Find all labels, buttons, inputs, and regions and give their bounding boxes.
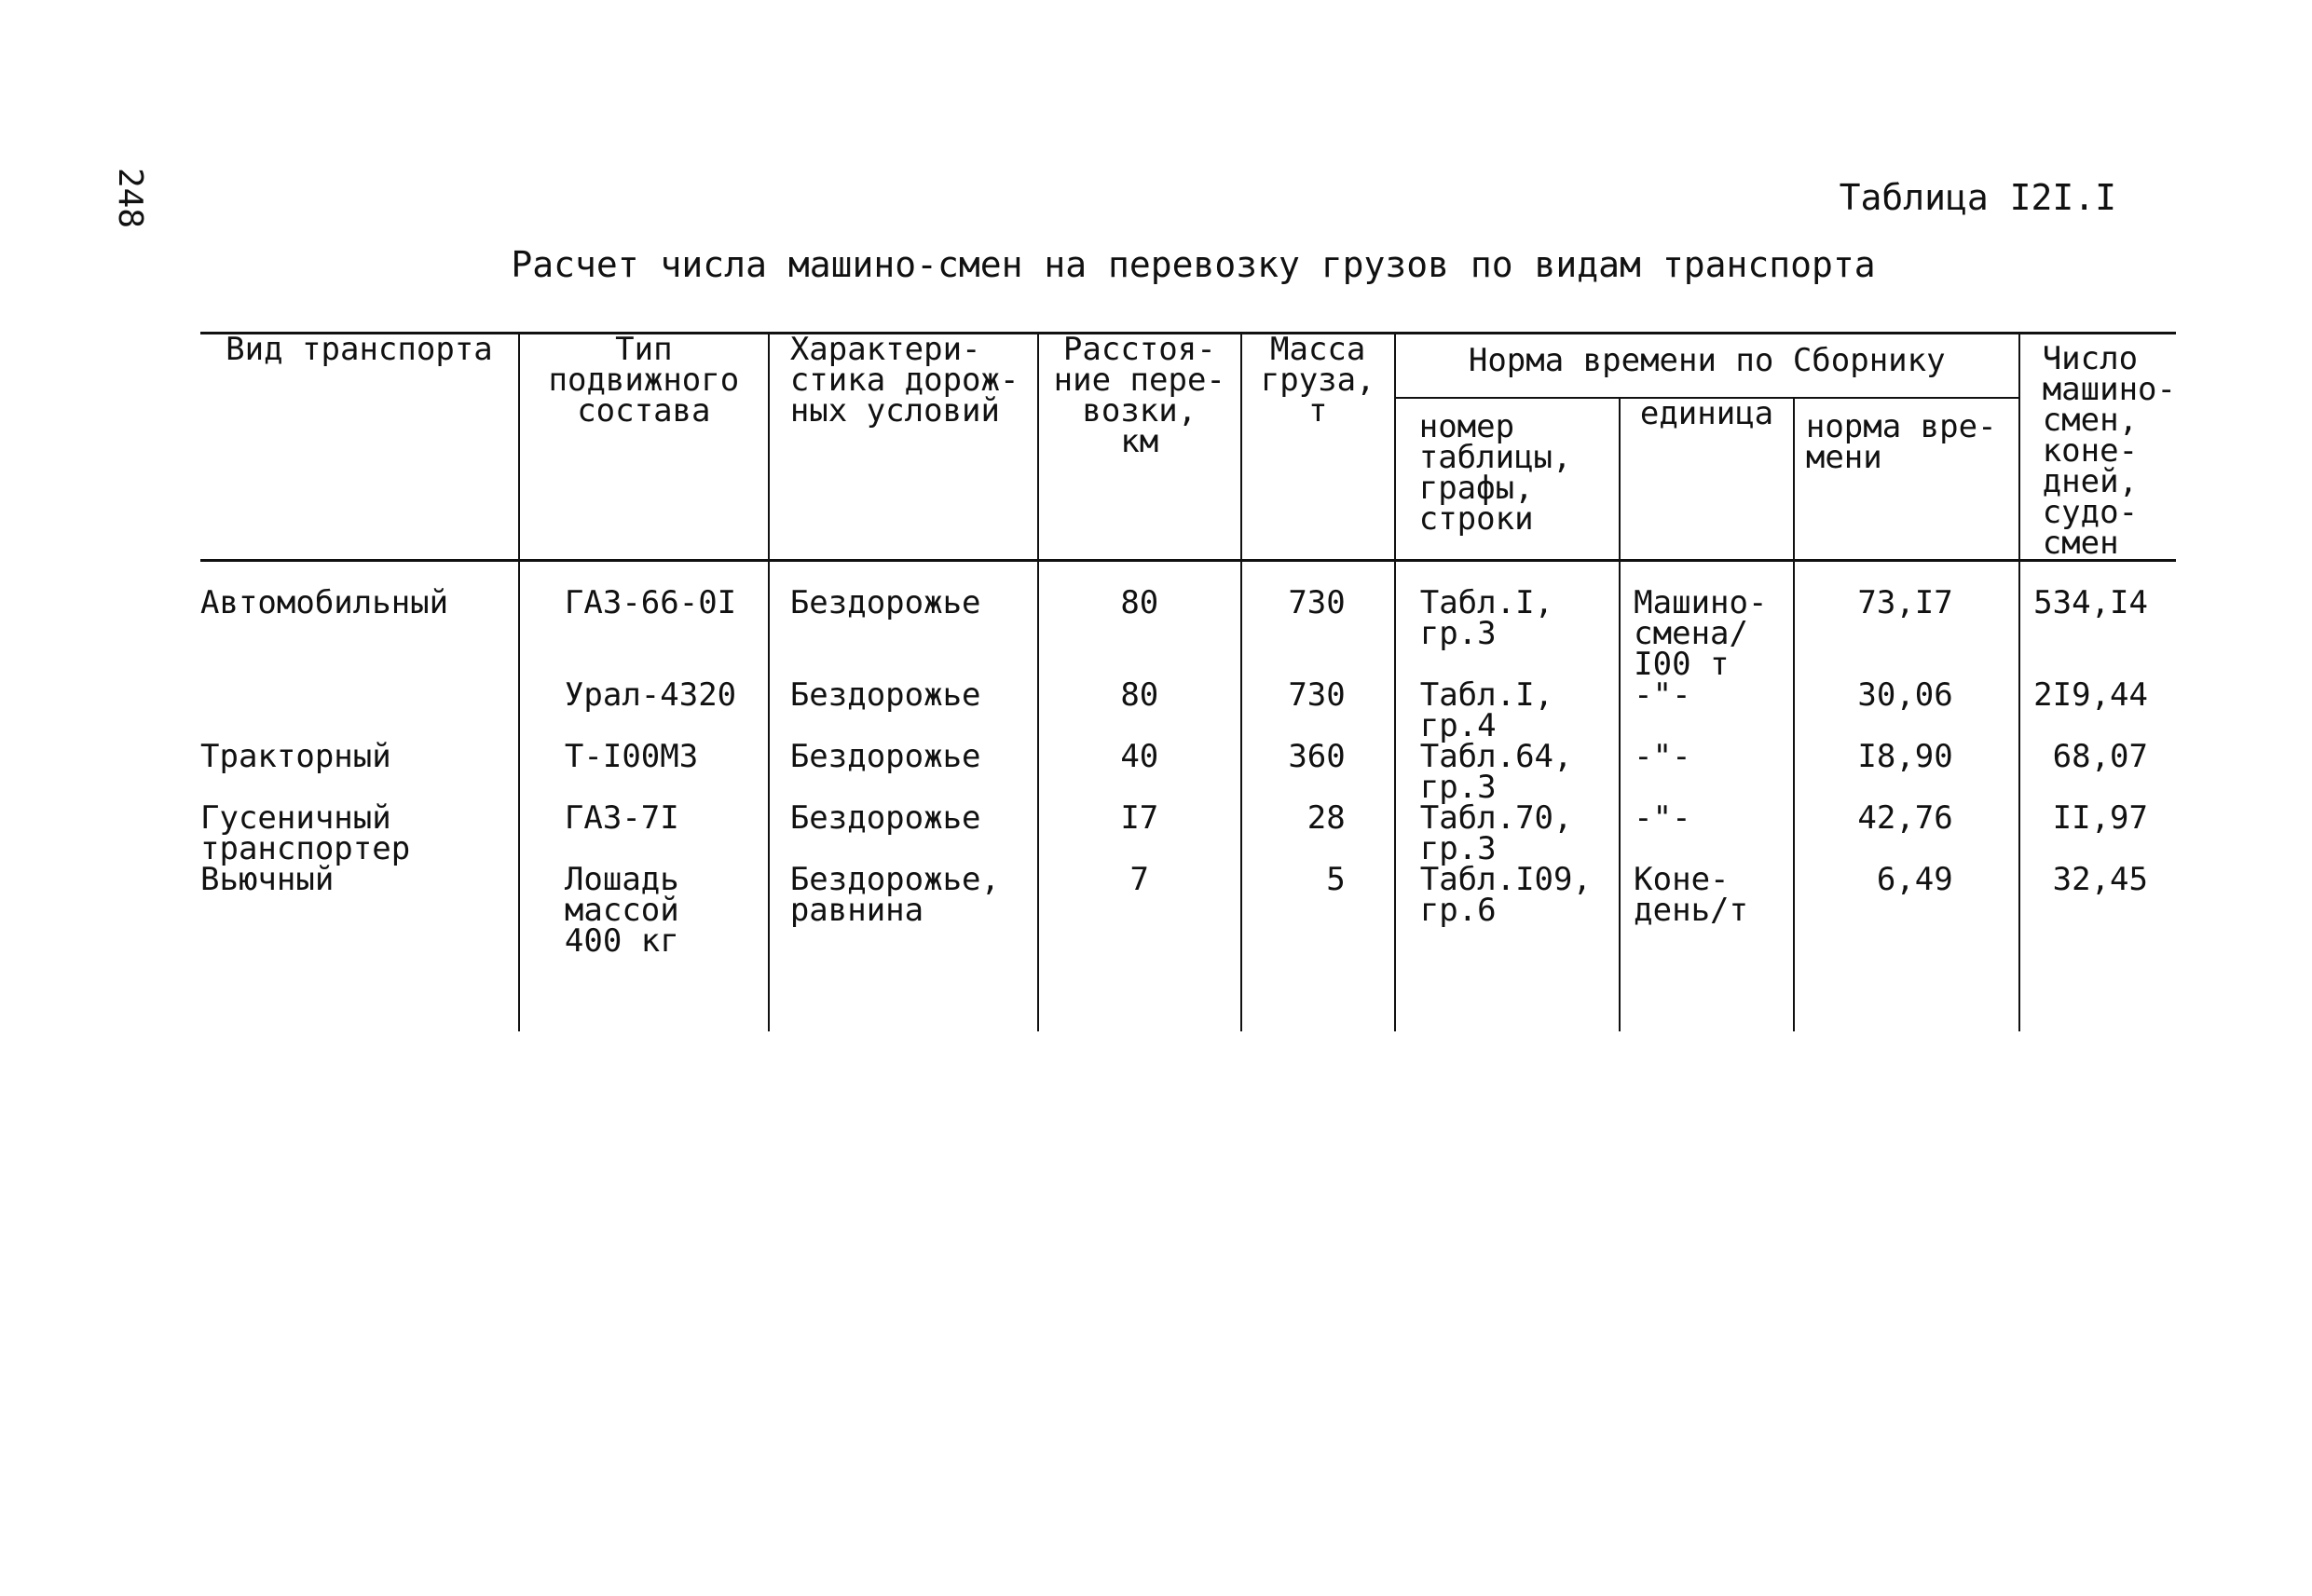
table-label: Таблица I2I.I [1839,177,2116,218]
cell-dist: 40 [1120,738,1159,775]
header-norm-val: норма вре- мени [1794,398,2019,559]
header-type: Тип подвижного состава [519,334,769,560]
cell-unit: -"- [1634,676,1691,714]
cell-char: Бездорожье [789,584,981,621]
table-row [200,742,2176,803]
cell-type: ГАЗ-66-0I [564,584,737,621]
cell-type: Т-I00МЗ [564,738,699,775]
cell-mass: 28 [1306,799,1346,837]
table-row [200,865,2176,1031]
cell-count: 68,07 [2052,738,2148,775]
cell-num: Табл.I, гр.4 [1419,676,1554,744]
cell-dist: 80 [1120,584,1159,621]
cell-num: Табл.I09, гр.6 [1419,861,1592,929]
table-row [200,561,2176,681]
cell-char: Бездорожье, равнина [789,861,1000,929]
cell-num: Табл.70, гр.3 [1419,799,1573,867]
header-vid: Вид транспорта [200,334,519,560]
cell-char: Бездорожье [789,676,981,714]
cell-count: 2I9,44 [2033,676,2148,714]
header-dist: Расстоя- ние пере- возки, км [1038,334,1241,560]
cell-unit: -"- [1634,799,1691,837]
header-norm-num: номер таблицы, графы, строки [1395,398,1620,559]
cell-dist: 7 [1129,861,1150,898]
cell-unit: -"- [1634,738,1691,775]
cell-vid: Вьючный [200,861,335,898]
cell-type: Лошадь массой 400 кг [564,861,679,960]
cell-num: Табл.I, гр.3 [1419,584,1554,652]
cell-count: II,97 [2052,799,2148,837]
header-norm-group: Норма времени по Сборнику [1395,334,2019,398]
cell-vid: Гусеничный транспортер [200,799,411,867]
document-title-text: Расчет числа машино-смен на перевозку грузов по видам транспорта [511,244,1876,285]
cell-num: Табл.64, гр.3 [1419,738,1573,806]
cell-mass: 730 [1288,676,1346,714]
table-row [200,803,2176,865]
cell-type: ГАЗ-7I [564,799,679,837]
header-mass: Масса груза, т [1241,334,1395,560]
header-char: Характери- стика дорож- ных условий [769,334,1038,560]
cell-dist: I7 [1120,799,1159,837]
cell-dist: 80 [1120,676,1159,714]
cell-val: 73,I7 [1857,584,1953,621]
page-number: 248 [111,168,149,229]
header-norm-unit: единица [1620,398,1794,559]
cell-count: 534,I4 [2033,584,2148,621]
cell-unit: Коне- день/т [1634,861,1748,929]
header-count: Число машино- смен, коне-дней, судо-смен [2019,334,2176,560]
cell-type: Урал-4320 [564,676,737,714]
cell-mass: 360 [1288,738,1346,775]
cell-count: 32,45 [2052,861,2148,898]
cell-mass: 730 [1288,584,1346,621]
document-title [0,244,2312,285]
cell-char: Бездорожье [789,738,981,775]
cell-char: Бездорожье [789,799,981,837]
cell-val: 30,06 [1857,676,1953,714]
cell-unit: Машино- смена/ I00 т [1634,584,1768,683]
cell-vid: Тракторный [200,738,391,775]
cell-val: 42,76 [1857,799,1953,837]
transport-table [200,332,2176,1031]
cell-val: 6,49 [1876,861,1953,898]
cell-val: I8,90 [1857,738,1953,775]
table-row [200,680,2176,742]
cell-mass: 5 [1326,861,1346,898]
cell-vid: Автомобильный [200,584,449,621]
